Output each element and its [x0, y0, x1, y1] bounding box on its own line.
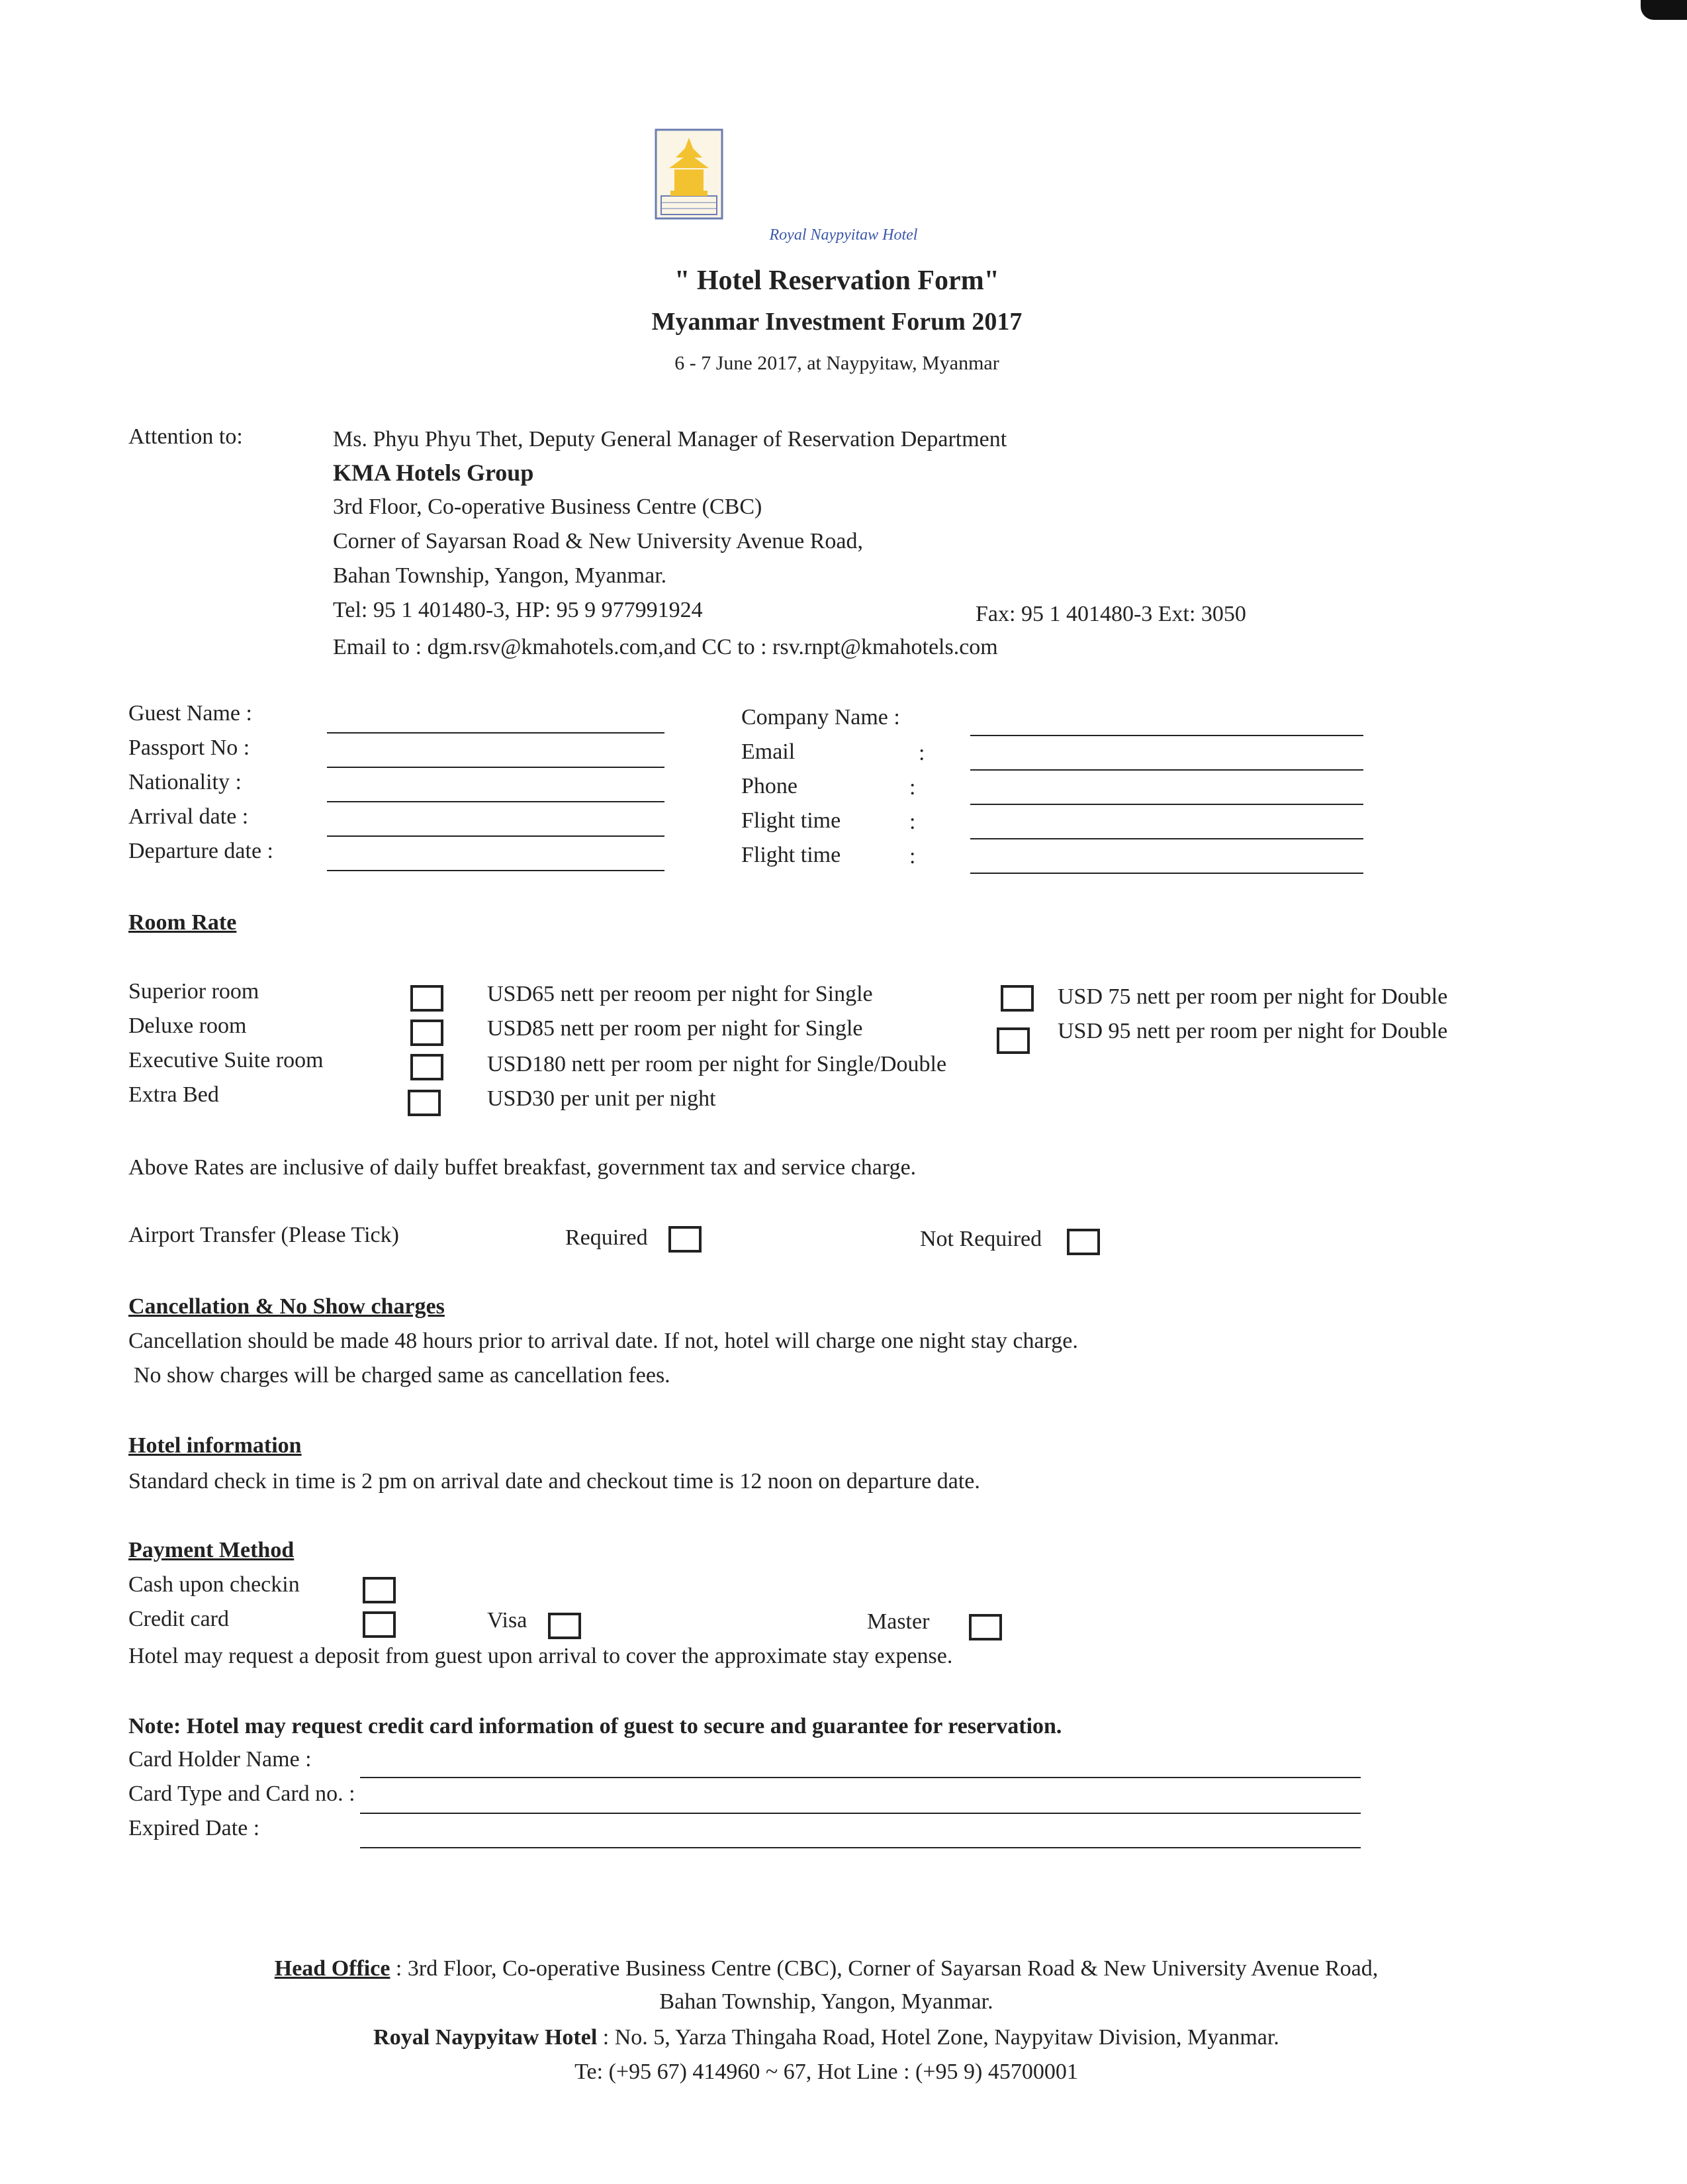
expired-date-field[interactable] — [360, 1847, 1361, 1848]
flight-time-colon-1: : — [909, 810, 916, 834]
guest-name-field[interactable] — [327, 732, 664, 734]
executive-suite-label: Executive Suite room — [128, 1048, 324, 1072]
footer-head-office — [0, 1956, 1670, 1982]
executive-suite-checkbox[interactable] — [410, 1054, 443, 1080]
event-dates: 6 - 7 June 2017, at Naypyitaw, Myanmar — [674, 352, 999, 374]
superior-room-label: Superior room — [128, 979, 259, 1004]
flight-time-colon-2: : — [909, 844, 916, 869]
airport-not-required-label: Not Required — [920, 1227, 1042, 1251]
flight-time-label-1: Flight time — [741, 808, 841, 833]
email-field[interactable] — [970, 769, 1363, 771]
hotel-name-label: Royal Naypyitaw Hotel — [373, 2025, 598, 2050]
card-holder-label: Card Holder Name : — [128, 1747, 312, 1772]
email-colon: : — [919, 741, 925, 765]
departure-date-label: Departure date : — [128, 839, 273, 863]
footer-tel: Te: (+95 67) 414960 ~ 67, Hot Line : (+95 9) 45700001 — [574, 2060, 1078, 2084]
visa-checkbox[interactable] — [548, 1613, 581, 1639]
room-rate-heading: Room Rate — [128, 910, 237, 935]
attention-address-2: Corner of Sayarsan Road & New University Avenue Road, — [333, 529, 864, 553]
hotel-info-line-1: Standard check in time is 2 pm on arrival date and checkout time is 12 noon on departure date. — [128, 1469, 980, 1494]
cancellation-line-2: No show charges will be charged same as cancellation fees. — [134, 1363, 670, 1388]
deluxe-double-checkbox[interactable] — [997, 1027, 1030, 1054]
credit-card-checkbox[interactable] — [363, 1611, 396, 1638]
deluxe-single-checkbox[interactable] — [410, 1020, 443, 1046]
card-holder-field[interactable] — [360, 1777, 1361, 1778]
attention-company: KMA Hotels Group — [333, 459, 534, 486]
arrival-date-label: Arrival date : — [128, 804, 249, 829]
extra-bed-rate: USD30 per unit per night — [487, 1086, 716, 1111]
deluxe-double-rate: USD 95 nett per room per night for Double — [1058, 1019, 1448, 1043]
arrival-date-field[interactable] — [327, 835, 664, 837]
cancellation-heading: Cancellation & No Show charges — [128, 1294, 445, 1319]
head-office-label: Head Office — [274, 1956, 390, 1981]
footer-head-office-2: Bahan Township, Yangon, Myanmar. — [659, 1989, 993, 2014]
expired-date-label: Expired Date : — [128, 1816, 260, 1840]
superior-single-rate: USD65 nett per reoom per night for Single — [487, 982, 873, 1006]
attention-fax: Fax: 95 1 401480-3 Ext: 3050 — [976, 602, 1246, 626]
hotel-info-heading: Hotel information — [128, 1433, 302, 1458]
scan-corner-mark — [1641, 0, 1687, 20]
deluxe-room-label: Deluxe room — [128, 1014, 247, 1038]
email-label: Email — [741, 739, 796, 764]
deluxe-single-rate: USD85 nett per room per night for Single — [487, 1016, 863, 1041]
attention-address-1: 3rd Floor, Co-operative Business Centre (CBC) — [333, 495, 762, 519]
extra-bed-label: Extra Bed — [128, 1082, 219, 1107]
phone-field[interactable] — [970, 804, 1363, 805]
cash-label: Cash upon checkin — [128, 1572, 300, 1597]
head-office-address: : 3rd Floor, Co-operative Business Centre (CBC), Corner of Sayarsan Road & New University Avenue Road, — [390, 1956, 1379, 1981]
hotel-address: : No. 5, Yarza Thingaha Road, Hotel Zone, Naypyitaw Division, Myanmar. — [597, 2025, 1279, 2050]
event-name: Myanmar Investment Forum 2017 — [651, 308, 1023, 336]
guest-name-label: Guest Name : — [128, 701, 252, 726]
nationality-field[interactable] — [327, 801, 664, 802]
flight-time-field-2[interactable] — [970, 873, 1363, 874]
deposit-note: Hotel may request a deposit from guest upon arrival to cover the approximate stay expense. — [128, 1644, 953, 1668]
cancellation-line-1: Cancellation should be made 48 hours prior to arrival date. If not, hotel will charge one night stay charge. — [128, 1329, 1078, 1353]
flight-time-label-2: Flight time — [741, 843, 841, 867]
phone-colon: : — [909, 775, 916, 800]
company-name-field[interactable] — [970, 735, 1363, 736]
executive-suite-rate: USD180 nett per room per night for Single/Double — [487, 1052, 947, 1076]
extra-bed-checkbox[interactable] — [408, 1090, 441, 1116]
superior-single-checkbox[interactable] — [410, 985, 443, 1012]
form-title: " Hotel Reservation Form" — [674, 265, 999, 296]
rates-inclusive-note: Above Rates are inclusive of daily buffet breakfast, government tax and service charge. — [128, 1155, 917, 1180]
hotel-logo — [655, 128, 723, 220]
superior-double-rate: USD 75 nett per room per night for Double — [1058, 984, 1448, 1009]
card-type-label: Card Type and Card no. : — [128, 1781, 355, 1806]
phone-label: Phone — [741, 774, 798, 798]
nationality-label: Nationality : — [128, 770, 242, 794]
attention-contact: Ms. Phyu Phyu Thet, Deputy General Manager of Reservation Department — [333, 427, 1007, 451]
passport-no-label: Passport No : — [128, 736, 250, 760]
attention-tel: Tel: 95 1 401480-3, HP: 95 9 977991924 — [333, 598, 703, 622]
company-name-label: Company Name : — [741, 705, 900, 730]
attention-label: Attention to: — [128, 424, 243, 449]
cash-checkbox[interactable] — [363, 1577, 396, 1603]
pagoda-logo-icon — [655, 128, 723, 220]
passport-no-field[interactable] — [327, 767, 664, 768]
master-label: Master — [867, 1609, 930, 1634]
attention-email: Email to : dgm.rsv@kmahotels.com,and CC to : rsv.rnpt@kmahotels.com — [333, 635, 998, 659]
card-type-field[interactable] — [360, 1813, 1361, 1814]
airport-not-required-checkbox[interactable] — [1067, 1229, 1100, 1255]
visa-label: Visa — [487, 1608, 527, 1633]
card-note: Note: Hotel may request credit card information of guest to secure and guarantee for reservation. — [128, 1714, 1062, 1738]
departure-date-field[interactable] — [327, 870, 664, 871]
flight-time-field-1[interactable] — [970, 838, 1363, 839]
master-checkbox[interactable] — [969, 1614, 1002, 1640]
credit-card-label: Credit card — [128, 1607, 229, 1631]
payment-method-heading: Payment Method — [128, 1538, 295, 1562]
footer-hotel — [0, 2024, 1670, 2051]
logo-name: Royal Naypyitaw Hotel — [769, 226, 918, 244]
airport-required-label: Required — [565, 1225, 648, 1250]
airport-transfer-label: Airport Transfer (Please Tick) — [128, 1223, 399, 1247]
airport-required-checkbox[interactable] — [668, 1226, 702, 1253]
superior-double-checkbox[interactable] — [1001, 985, 1034, 1012]
attention-address-3: Bahan Township, Yangon, Myanmar. — [333, 563, 667, 588]
